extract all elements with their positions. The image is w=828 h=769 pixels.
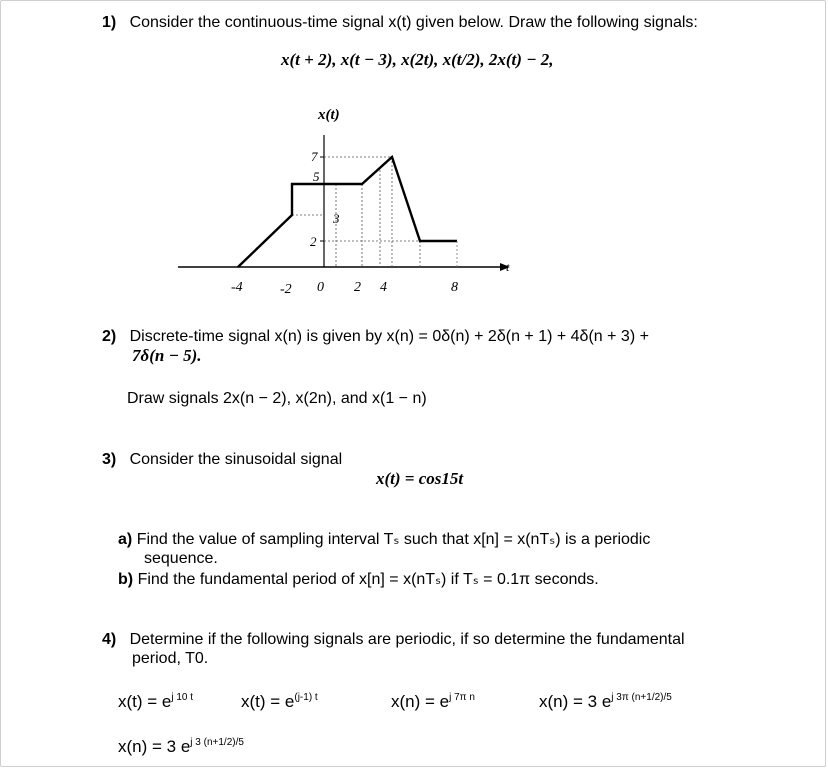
q1-text: Consider the continuous-time signal x(t) given below. Draw the following signals:: [129, 14, 698, 31]
y-tick-label: 7: [311, 149, 318, 164]
q4-text-line1: Determine if the following signals are periodic, if so determine the fundamental: [129, 631, 685, 648]
q1-signals: x(t + 2), x(t − 3), x(2t), x(t/2), 2x(t) − 2,: [281, 50, 554, 69]
question-1: [102, 14, 698, 32]
q2-draw-text: Draw signals 2x(n − 2), x(2n), and x(1 − n): [127, 390, 427, 407]
q3-part-b: [118, 571, 599, 589]
q3-a-line2: sequence.: [144, 550, 218, 567]
q4-eq2: [241, 689, 318, 711]
x-tick-label: -2: [280, 282, 292, 297]
q2-number: 2): [102, 328, 117, 345]
y-tick-label: 2: [310, 234, 317, 249]
question-3: [102, 451, 342, 469]
q3-part-a: [118, 531, 650, 549]
q3-text: Consider the sinusoidal signal: [129, 451, 343, 468]
x-tick-label: 4: [380, 280, 387, 295]
q3-a-line1: Find the value of sampling interval Tₛ such that x[n] = x(nTₛ) is a periodic: [136, 531, 651, 548]
q2-text-line2: 7δ(n − 5).: [132, 346, 202, 365]
x-tick-label: -4: [231, 280, 243, 295]
x-tick-label: 2: [354, 280, 361, 295]
q3-a-label: a): [118, 531, 133, 548]
q4-eq4-base: x(n) = 3 e: [539, 692, 612, 711]
q4-eq1: [118, 689, 193, 711]
question-4: [102, 631, 685, 649]
q4-eq3-base: x(n) = e: [391, 692, 450, 711]
signal-waveform: [238, 157, 457, 267]
x-tick-label: 0: [317, 280, 324, 295]
q4-text-line2: period, T0.: [132, 650, 209, 667]
graph-title: x(t): [318, 107, 340, 123]
q4-eq5-exp: j 3 (n+1/2)/5: [190, 737, 244, 748]
q2-text-line1: Discrete-time signal x(n) is given by x(n) = 0δ(n) + 2δ(n + 1) + 4δ(n + 3) +: [129, 328, 649, 345]
q4-eq2-exp: (j-1) t: [294, 692, 318, 703]
q3-equation: x(t) = cos15t: [376, 469, 464, 488]
q4-eq1-exp: j 10 t: [171, 692, 194, 703]
y-tick-label: 5: [313, 169, 320, 184]
q4-eq4-exp: j 3π (n+1/2)/5: [611, 692, 672, 703]
q4-eq4: [539, 689, 672, 711]
x-tick-label: 8: [451, 280, 458, 295]
q4-eq3: [391, 689, 475, 711]
question-2: [102, 328, 649, 346]
q4-eq5: [118, 734, 244, 756]
t-axis-label: t: [506, 260, 510, 274]
q4-eq3-exp: j 7π n: [449, 692, 475, 703]
q1-number: 1): [102, 14, 117, 31]
guide-lines: [292, 157, 420, 267]
q4-number: 4): [102, 631, 117, 648]
q3-b-text: Find the fundamental period of x[n] = x(nTₛ) if Tₛ = 0.1π seconds.: [137, 571, 599, 588]
q4-eq2-base: x(t) = e: [241, 692, 295, 711]
y-tick-label: 3: [333, 211, 340, 226]
q3-b-label: b): [118, 571, 134, 588]
q4-eq1-base: x(t) = e: [118, 692, 172, 711]
q4-eq5-base: x(n) = 3 e: [118, 737, 191, 756]
q3-number: 3): [102, 451, 117, 468]
x-of-t-graph: [170, 95, 530, 305]
